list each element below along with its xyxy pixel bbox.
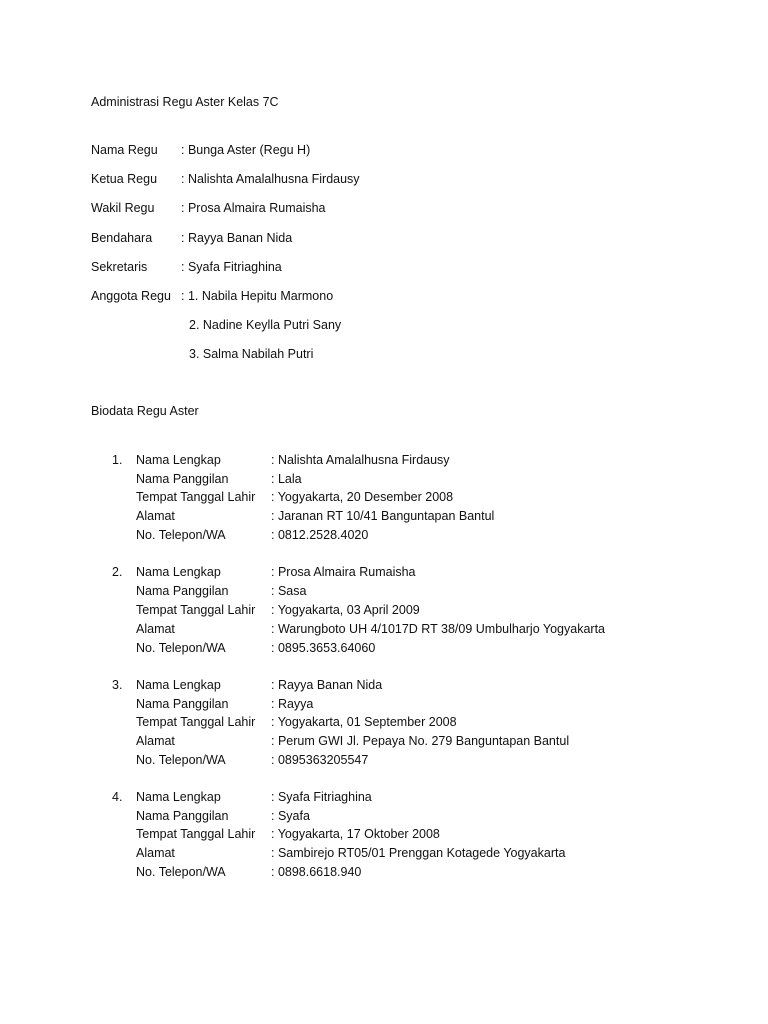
admin-member-2: 2. Nadine Keylla Putri Sany: [189, 318, 342, 332]
biodata-entry-2-number: 2.: [112, 565, 123, 579]
biodata-entry-1-number: 1.: [112, 453, 123, 467]
admin-member-3: 3. Salma Nabilah Putri: [189, 347, 314, 361]
biodata-label-alamat: Alamat: [136, 734, 175, 748]
biodata-label-ttl: Tempat Tanggal Lahir: [136, 490, 256, 504]
biodata-entry-3-telepon: : 0895363205547: [271, 753, 369, 767]
biodata-label-telepon: No. Telepon/WA: [136, 753, 226, 767]
biodata-entry-1-alamat: : Jaranan RT 10/41 Banguntapan Bantul: [271, 509, 495, 523]
biodata-label-ttl: Tempat Tanggal Lahir: [136, 603, 256, 617]
biodata-label-nama-lengkap: Nama Lengkap: [136, 565, 221, 579]
admin-label-anggota-regu: Anggota Regu: [91, 289, 171, 303]
biodata-entry-4-alamat: : Sambirejo RT05/01 Prenggan Kotagede Yogyakarta: [271, 846, 566, 860]
biodata-entry-4-number: 4.: [112, 790, 123, 804]
biodata-entry-3-number: 3.: [112, 678, 123, 692]
biodata-label-nama-lengkap: Nama Lengkap: [136, 790, 221, 804]
biodata-entry-1-nama-panggilan: : Lala: [271, 472, 302, 486]
biodata-entry-2-nama-panggilan: : Sasa: [271, 584, 307, 598]
biodata-entry-2-nama-lengkap: : Prosa Almaira Rumaisha: [271, 565, 416, 579]
admin-label-bendahara: Bendahara: [91, 231, 153, 245]
biodata-label-nama-lengkap: Nama Lengkap: [136, 678, 221, 692]
biodata-label-nama-panggilan: Nama Panggilan: [136, 584, 229, 598]
biodata-entry-1-ttl: : Yogyakarta, 20 Desember 2008: [271, 490, 454, 504]
biodata-entry-1-telepon: : 0812.2528.4020: [271, 528, 369, 542]
biodata-entry-4-nama-panggilan: : Syafa: [271, 809, 310, 823]
biodata-label-telepon: No. Telepon/WA: [136, 528, 226, 542]
admin-label-wakil-regu: Wakil Regu: [91, 201, 155, 215]
biodata-entry-3-alamat: : Perum GWI Jl. Pepaya No. 279 Banguntapan Bantul: [271, 734, 570, 748]
admin-value-anggota-regu: : 1. Nabila Hepitu Marmono: [181, 289, 334, 303]
admin-label-ketua-regu: Ketua Regu: [91, 172, 158, 186]
biodata-label-nama-panggilan: Nama Panggilan: [136, 697, 229, 711]
biodata-entry-1-nama-lengkap: : Nalishta Amalalhusna Firdausy: [271, 453, 450, 467]
admin-value-ketua-regu: : Nalishta Amalalhusna Firdausy: [181, 172, 360, 186]
biodata-label-telepon: No. Telepon/WA: [136, 641, 226, 655]
biodata-label-nama-panggilan: Nama Panggilan: [136, 472, 229, 486]
biodata-entry-3-ttl: : Yogyakarta, 01 September 2008: [271, 715, 457, 729]
biodata-entry-2-telepon: : 0895.3653.64060: [271, 641, 376, 655]
biodata-entry-3-nama-panggilan: : Rayya: [271, 697, 314, 711]
admin-value-sekretaris: : Syafa Fitriaghina: [181, 260, 282, 274]
biodata-entry-3-nama-lengkap: : Rayya Banan Nida: [271, 678, 383, 692]
admin-title: Administrasi Regu Aster Kelas 7C: [91, 95, 279, 109]
admin-label-nama-regu: Nama Regu: [91, 143, 158, 157]
biodata-entry-4-telepon: : 0898.6618.940: [271, 865, 362, 879]
admin-value-nama-regu: : Bunga Aster (Regu H): [181, 143, 311, 157]
biodata-entry-4-ttl: : Yogyakarta, 17 Oktober 2008: [271, 827, 440, 841]
biodata-label-alamat: Alamat: [136, 509, 175, 523]
biodata-label-ttl: Tempat Tanggal Lahir: [136, 827, 256, 841]
biodata-entry-4-nama-lengkap: : Syafa Fitriaghina: [271, 790, 372, 804]
admin-value-wakil-regu: : Prosa Almaira Rumaisha: [181, 201, 326, 215]
biodata-entry-2-ttl: : Yogyakarta, 03 April 2009: [271, 603, 420, 617]
biodata-label-alamat: Alamat: [136, 846, 175, 860]
biodata-title: Biodata Regu Aster: [91, 404, 199, 418]
biodata-label-telepon: No. Telepon/WA: [136, 865, 226, 879]
biodata-entry-2-alamat: : Warungboto UH 4/1017D RT 38/09 Umbulharjo Yogyakarta: [271, 622, 605, 636]
biodata-label-ttl: Tempat Tanggal Lahir: [136, 715, 256, 729]
admin-value-bendahara: : Rayya Banan Nida: [181, 231, 293, 245]
biodata-label-nama-panggilan: Nama Panggilan: [136, 809, 229, 823]
biodata-label-alamat: Alamat: [136, 622, 175, 636]
admin-label-sekretaris: Sekretaris: [91, 260, 148, 274]
biodata-label-nama-lengkap: Nama Lengkap: [136, 453, 221, 467]
